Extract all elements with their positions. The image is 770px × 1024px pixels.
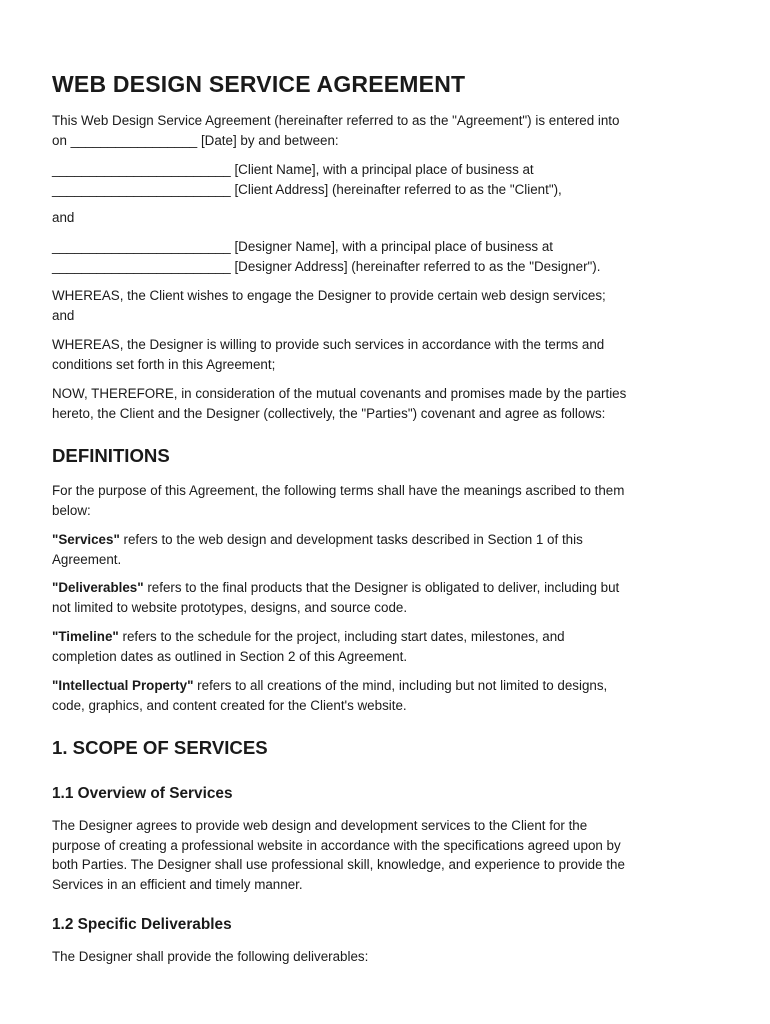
definition-timeline-line-2: completion dates as outlined in Section 2 of this Agreement. <box>52 648 408 664</box>
scope-heading: 1. SCOPE OF SERVICES <box>52 737 268 758</box>
whereas-1-line-1: WHEREAS, the Client wishes to engage the Designer to provide certain web design services; <box>52 288 606 303</box>
intro-paragraph <box>52 111 722 150</box>
definitions-intro-line-1: For the purpose of this Agreement, the following terms shall have the meanings ascribed to them <box>52 483 625 498</box>
overview-line-3: both Parties. The Designer shall use professional skill, knowledge, and experience to provide the <box>52 857 625 873</box>
client-line-1: ________________________ [Client Name], with a principal place of business at <box>52 162 534 177</box>
overview-paragraph <box>52 816 722 894</box>
now-therefore-line-2: hereto, the Client and the Designer (collectively, the "Parties") covenant and agree as follows: <box>52 405 606 421</box>
intro-line-2: on _________________ [Date] by and between: <box>52 132 339 148</box>
definition-timeline <box>52 627 722 666</box>
term-deliverables: "Deliverables" <box>52 580 144 595</box>
whereas-1-line-2: and <box>52 307 75 323</box>
term-timeline: "Timeline" <box>52 629 119 644</box>
definitions-intro-line-2: below: <box>52 502 91 518</box>
whereas-2-paragraph <box>52 335 722 374</box>
deliverables-line-1: The Designer shall provide the following deliverables: <box>52 949 369 964</box>
client-paragraph <box>52 160 722 199</box>
whereas-2-line-2: conditions set forth in this Agreement; <box>52 356 276 372</box>
definitions-intro <box>52 481 722 520</box>
and-paragraph <box>52 208 722 228</box>
overview-heading: 1.1 Overview of Services <box>52 785 233 802</box>
designer-line-1: ________________________ [Designer Name], with a principal place of business at <box>52 239 554 254</box>
and-text: and <box>52 210 75 225</box>
overview-line-2: purpose of creating a professional website in accordance with the specifications agreed upon by <box>52 837 621 853</box>
whereas-2-line-1: WHEREAS, the Designer is willing to provide such services in accordance with the terms and <box>52 337 605 352</box>
definition-services <box>52 530 722 569</box>
deliverables-heading: 1.2 Specific Deliverables <box>52 916 232 933</box>
term-services: "Services" <box>52 532 120 547</box>
overview-line-4: Services in an efficient and timely manner. <box>52 876 303 892</box>
designer-line-2: ________________________ [Designer Address] (hereinafter referred to as the "Designer"). <box>52 258 601 274</box>
whereas-1-paragraph <box>52 286 722 325</box>
definition-ip-line-2: code, graphics, and content created for the Client's website. <box>52 697 407 713</box>
definition-deliverables <box>52 578 722 617</box>
definition-intellectual-property <box>52 676 722 715</box>
definition-timeline-line-1: refers to the schedule for the project, including start dates, milestones, and <box>118 629 565 644</box>
designer-paragraph <box>52 237 722 276</box>
now-therefore-line-1: NOW, THEREFORE, in consideration of the mutual covenants and promises made by the parties <box>52 386 627 401</box>
definition-deliverables-line-2: not limited to website prototypes, designs, and source code. <box>52 599 408 615</box>
client-line-2: ________________________ [Client Address] (hereinafter referred to as the "Client"), <box>52 181 562 197</box>
deliverables-paragraph <box>52 947 722 967</box>
document-title: WEB DESIGN SERVICE AGREEMENT <box>52 71 466 97</box>
now-therefore-paragraph <box>52 384 722 423</box>
intro-line-1: This Web Design Service Agreement (hereinafter referred to as the "Agreement") is entered into <box>52 113 620 128</box>
overview-line-1: The Designer agrees to provide web design and development services to the Client for the <box>52 818 588 833</box>
definition-services-line-2: Agreement. <box>52 551 122 567</box>
definition-ip-line-1: refers to all creations of the mind, including but not limited to designs, <box>193 678 608 693</box>
definitions-heading: DEFINITIONS <box>52 445 170 466</box>
term-intellectual-property: "Intellectual Property" <box>52 678 194 693</box>
definition-deliverables-line-1: refers to the final products that the Designer is obligated to deliver, including but <box>143 580 620 595</box>
definition-services-line-1: refers to the web design and development tasks described in Section 1 of this <box>119 532 583 547</box>
